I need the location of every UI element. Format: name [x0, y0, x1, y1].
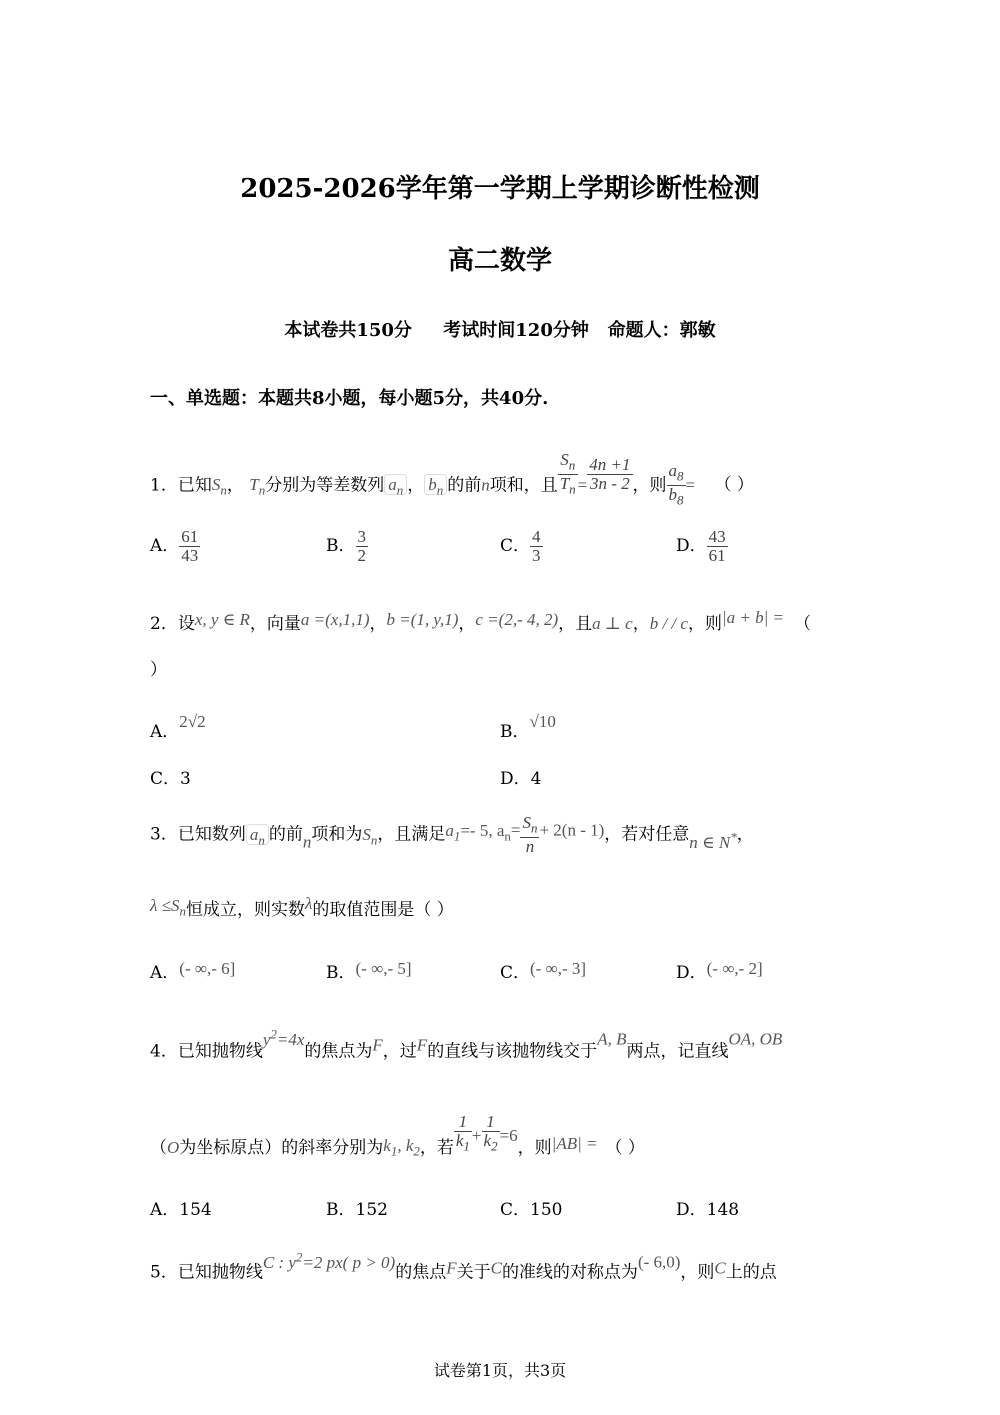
q4-option-d[interactable]: D．148	[676, 1200, 740, 1220]
fraction-1-over-k2: $\frac{1}{k_2}$	[483, 1112, 498, 1154]
q2-option-d[interactable]: D．4	[500, 769, 542, 789]
question-3-line-2: $\lambda \le S_n$恒成立，则实数λ的取值范围是（ ）	[150, 894, 454, 920]
q2-option-c[interactable]: C．3	[150, 769, 191, 789]
question-4: 4．已知抛物线$y^2=4x$的焦点为F，过F的直线与该抛物线交于A, B两点，记直线OA, OB	[150, 1026, 783, 1062]
fraction-1-over-k1: $\frac{1}{k_1}$	[455, 1112, 470, 1154]
question-5: 5．已知抛物线C : $y^2=2$ px( p > 0)的焦点F关于C的准线的对称点为(- 6,0)，则C上的点	[150, 1249, 777, 1283]
question-3: 3．已知数列 $a_n$ 的前n项和为$S_n$，且满足$a_1=-$ 5, $a_n=$ $\frac{S_n}{n}$ + 2(n - 1)，若对任意n ∈ N*，	[150, 813, 754, 857]
section-heading: 一、单选题：本题共8小题，每小题5分，共40分.	[150, 388, 549, 409]
fraction-a8-over-b8: $\frac{a_8}{b_8}$	[668, 461, 684, 508]
question-2-close-paren: ）	[150, 660, 167, 680]
question-4-line-2: （O为坐标原点）的斜率分别为$k_1$, $k_2$，若 $\frac{1}{k_1}$ + $\frac{1}{k_2}$ =6，则|AB| = （ ）	[150, 1112, 645, 1159]
exam-info: 本试卷共150分 考试时间120分钟 命题人：郭敏	[284, 320, 716, 341]
subject-title: 高二数学	[447, 246, 552, 276]
q1-option-c[interactable]: C． $\frac{4}{3}$	[500, 527, 541, 565]
q1-option-b[interactable]: B． $\frac{3}{2}$	[326, 527, 366, 565]
q1-option-d[interactable]: D． $\frac{43}{61}$	[676, 527, 726, 565]
exam-title: 2025-2026学年第一学期上学期诊断性检测	[240, 174, 760, 204]
fraction-4n1-over-3n2: $\frac{4n +1}{3n - 2}$	[589, 455, 631, 494]
q1-option-a[interactable]: A． $\frac{61}{43}$	[150, 527, 199, 565]
q2-option-b[interactable]: B．√10	[500, 712, 556, 742]
q4-option-b[interactable]: B．152	[326, 1200, 388, 1220]
q3-option-b[interactable]: B．(- ∞,- 5]	[326, 959, 412, 983]
question-2: 2．设x, y ∈ R，向量a =(x,1,1)，b =(1, y,1)，c =(2,- 4, 2)，且a ⊥ c，b / / c，则|a + b| = （	[150, 608, 811, 634]
fraction-Sn-over-n: $\frac{S_n}{n}$	[522, 813, 538, 857]
q4-option-c[interactable]: C．150	[500, 1200, 563, 1220]
q3-option-d[interactable]: D．(- ∞,- 2]	[676, 959, 763, 983]
q2-option-a[interactable]: A．2√2	[150, 712, 206, 742]
q3-option-a[interactable]: A．(- ∞,- 6]	[150, 959, 236, 983]
q3-option-c[interactable]: C．(- ∞,- 3]	[500, 959, 587, 983]
q4-option-a[interactable]: A．154	[150, 1200, 212, 1220]
question-1: 1．已知$S_n$， $T_n$分别为等差数列 $a_n$ ， $b_n$ 的前n项和，且 $\frac{S_n}{T_n}$ = $\frac{4n +1}{3n - 2}$ ，则 $\frac{a_8}{b_8}$ = （ ）	[150, 450, 754, 508]
fraction-S-over-T: $\frac{S_n}{T_n}$	[559, 450, 576, 497]
page-footer: 试卷第1页，共3页	[433, 1361, 567, 1380]
